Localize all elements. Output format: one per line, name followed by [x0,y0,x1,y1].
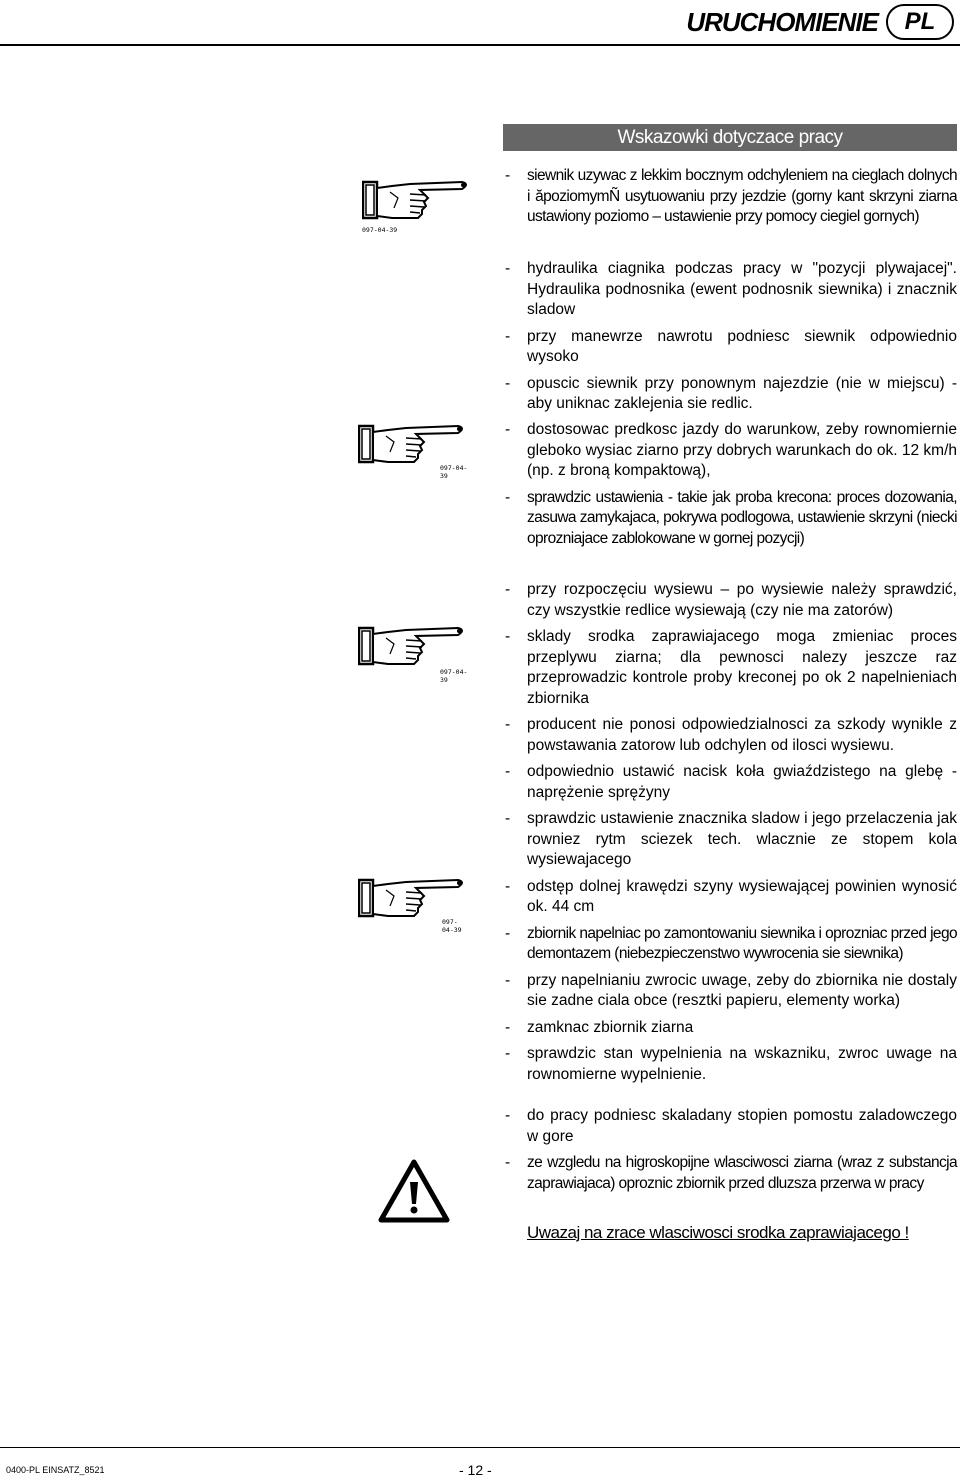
bullet-dash: - [505,374,511,392]
list-item-text: sprawdzic ustawienia - takie jak proba krecona: proces dozowania, zasuwa zamykajaca, pokrywa podlogowa, ustawienie skrzyni (niecki oprozniajace zablokowane w gornej pozycji) [527,488,957,547]
list-item [503,420,957,482]
bullet-dash: - [505,810,511,827]
list-item [503,1106,957,1147]
list-item [503,877,957,918]
pointing-hand-icon [362,178,472,234]
header-rule [0,44,960,46]
list-item [503,971,957,1012]
list-item [503,1018,957,1039]
list-item-text: odpowiednio ustawić nacisk koła gwiaździstego na glebę - naprężenie sprężyny [527,763,957,801]
section-title-bar: Wskazowki dotyczace pracy [503,124,957,151]
list-item-text: hydraulika ciagnika podczas pracy w "pozycji plywajacej". Hydraulika podnosnika (ewent podnosnik siewnika) i znacznik sladow [527,260,957,318]
list-item [503,762,957,803]
figure-code: 097-04-39 [440,668,468,684]
list-item-text: dostosowac predkosc jazdy do warunkow, zeby rownomiernie gleboko wysiac ziarno przy dobrych warunkach do ok. 12 km/h (np. z broną kompaktową), [527,421,957,479]
list-item [503,924,957,965]
document-code: 0400-PL EINSATZ_8521 [6,1465,105,1475]
list-item [503,627,957,709]
list-item-text: zamknac zbiornik ziarna [527,1018,694,1036]
bullet-dash: - [505,628,511,645]
list-item-text: odstęp dolnej krawędzi szyny wysiewającej powinien wynosić ok. 44 cm [527,877,957,915]
list-item-text: sprawdzic stan wypelnienia na wskazniku, zwroc uwage na rownomierne wypelnienie. [527,1045,957,1083]
bullet-dash: - [505,327,511,345]
list-item [503,374,957,415]
pointing-hand-icon [358,876,468,932]
list-item [503,580,957,621]
footer-rule [0,1447,960,1448]
list-item-text: przy rozpoczęciu wysiewu – po wysiewie należy sprawdzić, czy wszystkie redlice wysiewają (czy nie ma zatorów) [527,581,957,619]
language-badge: PL [886,4,954,40]
list-item [503,259,957,321]
list-item-text: sklady srodka zaprawiajacego moga zmieniac proces przeplywu ziarna; dla pewnosci nalezy jeszcze raz przeprowadzic kontrole proby kreconej po ok 2 napelnieniach zbiornika [527,628,957,707]
bullet-dash: - [505,877,511,895]
list-item-text: opuscic siewnik przy ponownym najezdzie (nie w miejscu) - aby uniknac zaklejenia sie redlic. [527,374,957,412]
instruction-block [503,762,957,1091]
list-item [503,327,957,368]
bullet-dash: - [505,924,510,942]
list-item [503,1153,957,1194]
pointing-hand-icon [358,422,468,478]
bullet-dash: - [505,1107,511,1124]
bullet-dash: - [505,581,511,598]
list-item-text: przy napelnianiu zwrocic uwage, zeby do zbiornika nie dostaly sie zadne ciala obce (resztki papieru, elementy worka) [527,971,957,1009]
bullet-dash: - [505,260,511,277]
list-item [503,809,957,871]
bullet-dash: - [505,1045,511,1062]
list-item-text: sprawdzic ustawienie znacznika sladow i jego przelaczenia jak rowniez rytm sciezek tech. wlacznie ze stopem kola wysiewajacego [527,810,957,868]
page-header-title: URUCHOMIENIE [686,7,878,37]
figure-code: 097-04-39 [440,464,468,480]
list-item [503,715,957,756]
bullet-dash: - [505,971,511,989]
bullet-dash: - [505,488,510,506]
bullet-dash: - [505,1018,511,1036]
instruction-block [503,420,957,555]
figure-code: 097-04-39 [362,226,398,234]
warning-triangle-icon [378,1158,450,1224]
list-item [503,1044,957,1085]
bullet-dash: - [505,716,511,733]
list-item-text: siewnik uzywac z lekkim bocznym odchyleniem na cieglach dolnych i ăpoziomymÑ usytuowaniu przy jezdzie (gorny kant skrzyni ziarna ustawiony poziomo – ustawienie przy pomocy ciegiel gornych) [527,167,957,225]
list-item-text: ze wzgledu na higroskopijne wlasciwosci ziarna (wraz z substancja zaprawiajaca) oproznic zbiornik przed dluzsza przerwa w pracy [527,1154,957,1192]
list-item-text: producent nie ponosi odpowiedzialnosci za szkody wynikle z powstawania zatorow lub odchylen od ilosci wysiewu. [527,716,957,754]
pointing-hand-icon [358,624,468,684]
warning-note: Uwazaj na zrace wlasciwosci srodka zaprawiajacego ! [527,1223,909,1242]
list-item [503,488,957,550]
instruction-block [503,259,957,421]
instruction-block [503,1106,957,1200]
list-item-text: do pracy podniesc skaladany stopien pomostu zaladowczego w gore [527,1107,957,1145]
list-item-text: zbiornik napelniac po zamontowaniu siewnika i oprozniac przed jego demontazem (niebezpieczenstwo wywrocenia sie siewnika) [527,924,957,962]
page-number: - 12 - [459,1462,492,1478]
list-item [503,166,957,228]
list-item-text: przy manewrze nawrotu podniesc siewnik odpowiednio wysoko [527,327,957,365]
instruction-block [503,166,957,234]
bullet-dash: - [505,1154,510,1171]
bullet-dash: - [505,421,511,438]
bullet-dash: - [505,763,511,780]
figure-code: 097-04-39 [442,918,462,934]
instruction-block [503,580,957,762]
bullet-dash: - [505,167,510,184]
